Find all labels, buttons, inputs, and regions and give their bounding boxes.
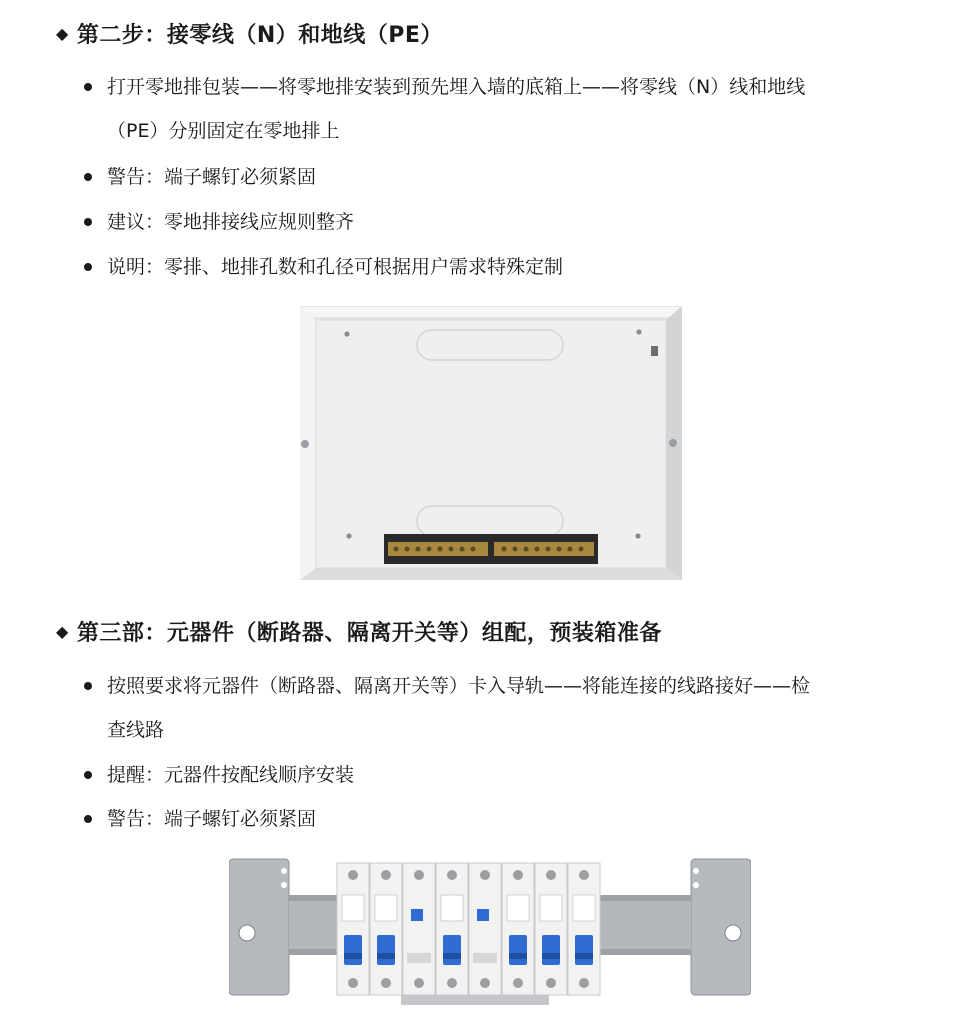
din-rail-breakers-photo (229, 855, 751, 1005)
step3-title: ◆ 第三部：元器件（断路器、隔离开关等）组配，预装箱准备 (56, 621, 662, 646)
bullet-dot-icon (84, 682, 92, 690)
bullet-dot-icon (84, 815, 92, 823)
list-item: 警告：端子螺钉必须紧固 (84, 155, 934, 199)
list-item: 建议：零地排接线应规则整齐 (84, 200, 934, 244)
bullet-dot-icon (84, 263, 92, 271)
bullet-dot-icon (84, 173, 92, 181)
breaker-module (469, 863, 501, 995)
diamond-bullet-icon: ◆ (56, 24, 69, 43)
list-item: 打开零地排包装——将零地排安装到预先埋入墙的底箱上——将零线（N）线和地线 （PE）分别固定在零地排上 (84, 65, 934, 153)
list-item: 按照要求将元器件（断路器、隔离开关等）卡入导轨——将能连接的线路接好——检 查线路 (84, 664, 934, 752)
distribution-box-photo (300, 306, 682, 580)
breaker-module (337, 863, 369, 995)
bullet-dot-icon (84, 83, 92, 91)
breaker-module (535, 863, 567, 995)
list-item: 警告：端子螺钉必须紧固 (84, 797, 934, 841)
step2-title: ◆ 第二步：接零线（N）和地线（PE） (56, 23, 443, 48)
list-item: 说明：零排、地排孔数和孔径可根据用户需求特殊定制 (84, 245, 934, 289)
bullet-dot-icon (84, 771, 92, 779)
breaker-module (403, 863, 435, 995)
breaker-module (370, 863, 402, 995)
list-item: 提醒：元器件按配线顺序安装 (84, 753, 934, 797)
breaker-module (502, 863, 534, 995)
breaker-module (436, 863, 468, 995)
bullet-dot-icon (84, 218, 92, 226)
diamond-bullet-icon: ◆ (56, 622, 69, 641)
breaker-module (568, 863, 600, 995)
